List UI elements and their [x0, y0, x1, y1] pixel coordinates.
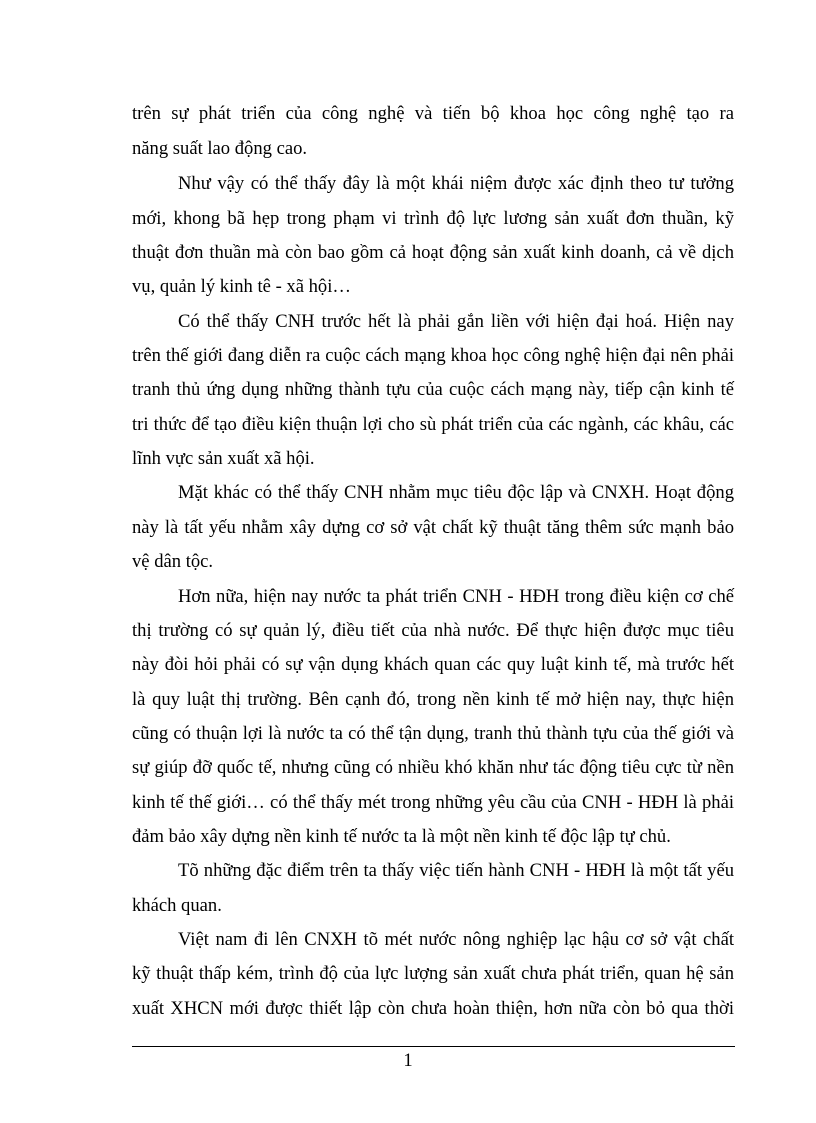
text-line: là quy luật thị trường. Bên cạnh đó, trong nền kinh tế mở hiện nay, thực hiện	[132, 689, 734, 710]
text-line: Việt nam đi lên CNXH tõ mét nước nông nghiệp lạc hậu cơ sở vật chất	[178, 929, 734, 950]
text-line: trên thế giới đang diễn ra cuộc cách mạng khoa học công nghệ hiện đại nên phải	[132, 345, 734, 366]
text-line: năng suất lao động cao.	[132, 138, 308, 159]
text-line: Có thể thấy CNH trước hết là phải gắn liền với hiện đại hoá. Hiện nay	[178, 311, 734, 332]
footer-divider	[132, 1046, 735, 1047]
text-line: Hơn nữa, hiện nay nước ta phát triển CNH - HĐH trong điều kiện cơ chế	[178, 586, 734, 607]
text-line: cũng có thuận lợi là nước ta có thể tận dụng, tranh thủ thành tựu của thế giới và	[132, 723, 734, 744]
text-line: vụ, quản lý kinh tê - xã hội…	[132, 276, 351, 297]
text-line: mới, khong bã hẹp trong phạm vi trình độ lực lương sản xuất đơn thuần, kỹ	[132, 208, 734, 229]
text-line: vệ dân tộc.	[132, 551, 214, 572]
text-line: sự giúp đỡ quốc tế, nhưng cũng có nhiều khó khăn như tác động tiêu cực từ nền	[132, 757, 734, 778]
text-line: Mặt khác có thể thấy CNH nhằm mục tiêu độc lập và CNXH. Hoạt động	[178, 482, 734, 503]
text-line: Như vậy có thể thấy đây là một khái niệm được xác định theo tư tưởng	[178, 173, 734, 194]
text-line: này đòi hỏi phải có sự vận dụng khách quan các quy luật kinh tế, mà trước hết	[132, 654, 734, 675]
text-line: kỹ thuật thấp kém, trình độ của lực lượng sản xuất chưa phát triển, quan hệ sản	[132, 963, 734, 984]
text-line: thuật đơn thuần mà còn bao gồm cả hoạt động sản xuất kinh doanh, cả về dịch	[132, 242, 734, 263]
text-line: Tõ những đặc điểm trên ta thấy việc tiến hành CNH - HĐH là một tất yếu	[178, 860, 734, 881]
text-line: thị trường có sự quản lý, điều tiết của nhà nước. Để thực hiện được mục tiêu	[132, 620, 734, 641]
text-line: trên sự phát triển của công nghệ và tiến bộ khoa học công nghệ tạo ra	[132, 103, 734, 124]
text-line: này là tất yếu nhằm xây dựng cơ sở vật chất kỹ thuật tăng thêm sức mạnh bảo	[132, 517, 734, 538]
text-line: xuất XHCN mới được thiết lập còn chưa hoàn thiện, hơn nữa còn bỏ qua thời	[132, 998, 734, 1019]
text-line: khách quan.	[132, 895, 222, 916]
text-line: lĩnh vực sản xuất xã hội.	[132, 448, 315, 469]
text-line: tri thức để tạo điều kiện thuận lợi cho sù phát triển của các ngành, các khâu, các	[132, 414, 734, 435]
text-line: tranh thủ ứng dụng những thành tựu của cuộc cách mạng này, tiếp cận kinh tế	[132, 379, 734, 400]
page-number: 1	[403, 1050, 413, 1071]
text-line: kinh tế thế giới… có thể thấy mét trong những yêu cầu của CNH - HĐH là phải	[132, 792, 734, 813]
text-line: đảm bảo xây dựng nền kinh tế nước ta là một nền kinh tế độc lập tự chủ.	[132, 826, 671, 847]
